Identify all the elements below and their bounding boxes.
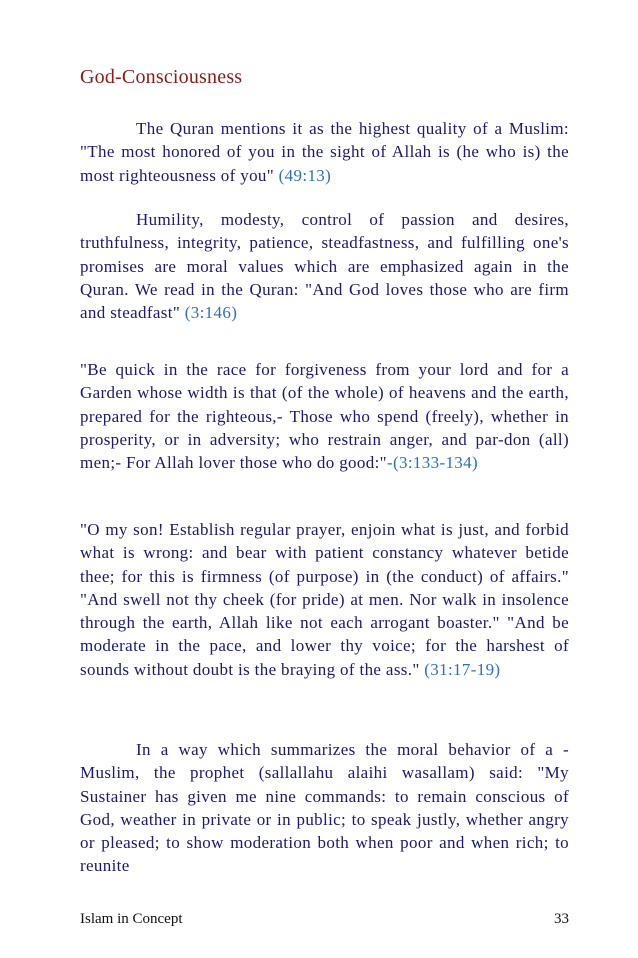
section-heading: God-Consciousness — [80, 66, 243, 88]
paragraph-5 — [80, 738, 569, 878]
quran-reference: -(3:133-134) — [386, 453, 479, 473]
paragraph-text: Humility, modesty, control of passion and desires, truthfulness, integrity, patience, steadfastness, and fulfilling one's promises are moral values which are emphasized again in the Quran. We read in the Quran: "And God loves those who are firm and steadfast" — [80, 210, 569, 323]
paragraph-1 — [80, 117, 569, 187]
quran-reference: (49:13) — [274, 165, 332, 185]
quran-reference: (31:17-19) — [419, 659, 501, 679]
paragraph-3 — [80, 358, 569, 474]
footer-page-number: 33 — [554, 911, 569, 927]
footer-book-title: Islam in Concept — [80, 911, 183, 927]
quran-reference: (3:146) — [180, 303, 238, 323]
paragraph-text: The Quran mentions it as the highest quality of a Muslim: "The most honored of you in the sight of Allah is (he who is) the most righteousness of you" — [80, 119, 569, 185]
paragraph-2 — [80, 208, 569, 324]
paragraph-4 — [80, 518, 569, 681]
paragraph-text: "O my son! Establish regular prayer, enjoin what is just, and forbid what is wrong: and bear with patient constancy whatever betide thee; for this is firmness (of purpose) in (the conduct) of affairs." "And swell not thy cheek (for pride) at men. Nor walk in insolence through the earth, Allah like not each arrogant boaster." "And be moderate in the pace, and lower thy voice; for the harshest of sounds without doubt is the braying of the ass." — [80, 520, 569, 679]
paragraph-text: In a way which summarizes the moral behavior of a -Muslim, the prophet (sallallahu alaihi wasallam) said: "My Sustainer has given me nine commands: to remain conscious of God, weather in private or in public; to speak justly, whether angry or pleased; to show moderation both when poor and when rich; to reunite — [80, 740, 569, 876]
paragraph-text: "Be quick in the race for forgiveness from your lord and for a Garden whose width is that (of the whole) of heavens and the earth, prepared for the righteous,- Those who spend (freely), whether in prosperity, or in adversity; who restrain anger, and par-don (all) men;- For Allah lover those who do good:" — [80, 360, 569, 473]
